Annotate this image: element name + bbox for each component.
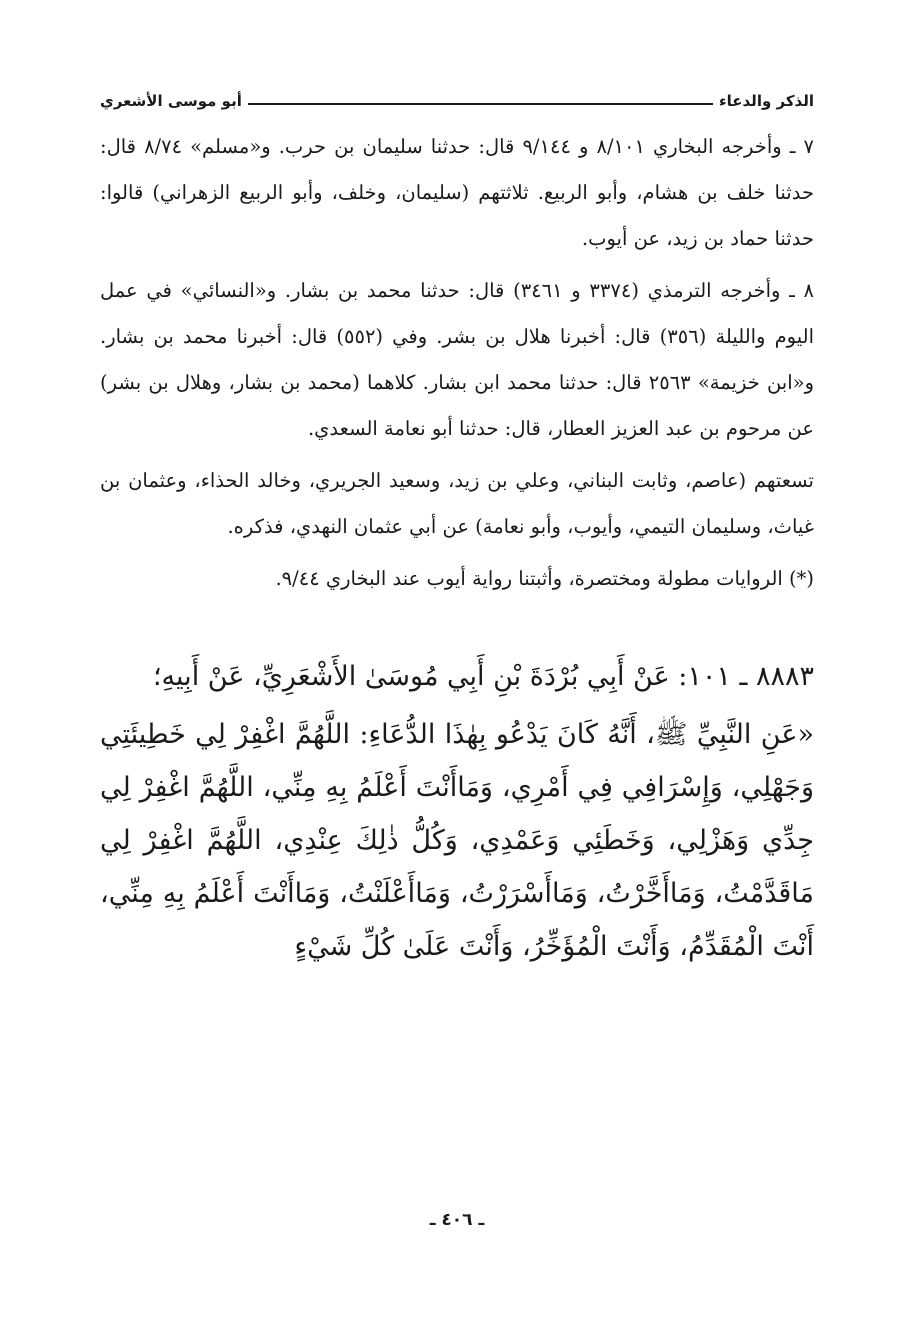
book-page (100, 80, 814, 1280)
running-header (100, 80, 814, 110)
note-paragraph: ٧ ـ وأخرجه البخاري ٨/١٠١ و ٩/١٤٤ قال: حدثنا سليمان بن حرب. و«مسلم» ٨/٧٤ قال: حدثنا خلف بن هشام، وأبو الربيع. ثلاثتهم (سليمان، وخلف، وأبو الربيع الزهراني) قالوا: حدثنا حماد بن زيد، عن أيوب. (100, 135, 814, 250)
chapter-title: الذكر والدعاء (718, 92, 814, 110)
note-paragraph: (*) الروايات مطولة ومختصرة، وأثبتنا رواية أيوب عند البخاري ٩/٤٤. (275, 567, 814, 590)
hadith-text: «عَنِ النَّبِيِّ ﷺ، أَنَّهُ كَانَ يَدْعُو بِهٰذَا الدُّعَاءِ: اللَّهُمَّ اغْفِرْ لِي خَطِيئَتِي وَجَهْلِي، وَإِسْرَافِي فِي أَمْرِي، وَمَاأَنْتَ أَعْلَمُ بِهِ مِنِّي، اللَّهُمَّ اغْفِرْ لِي جِدِّي وَهَزْلِي، وَخَطَئِي وَعَمْدِي، وَكُلُّ ذٰلِكَ عِنْدِي، اللَّهُمَّ اغْفِرْ لِي مَاقَدَّمْتُ، وَمَاأَخَّرْتُ، وَمَاأَسْرَرْتُ، وَمَاأَعْلَنْتُ، وَمَاأَنْتَ أَعْلَمُ بِهِ مِنِّي، أَنْتَ الْمُقَدِّمُ، وَأَنْتَ الْمُؤَخِّرُ، وَأَنْتَ عَلَىٰ كُلِّ شَيْءٍ (100, 719, 814, 962)
page-number: ـ ٤٠٦ ـ (429, 1210, 485, 1230)
header-rule (248, 103, 713, 105)
note-paragraph: ٨ ـ وأخرجه الترمذي (٣٣٧٤ و ٣٤٦١) قال: حدثنا محمد بن بشار. و«النسائي» في عمل اليوم والليلة (٣٥٦) قال: أخبرنا هلال بن بشر. وفي (٥٥٢) قال: أخبرنا محمد بن بشار. و«ابن خزيمة» ٢٥٦٣ قال: حدثنا محمد ابن بشار. كلاهما (محمد بن بشار، وهلال بن بشر) عن مرحوم بن عبد العزيز العطار، قال: حدثنا أبو نعامة السعدي. (100, 279, 814, 440)
hadith-heading: ٨٨٨٣ ـ ١٠١: عَنْ أَبِي بُرْدَةَ بْنِ أَبِي مُوسَىٰ الأَشْعَرِيِّ، عَنْ أَبِيهِ؛ (152, 661, 814, 692)
section-title: أبو موسى الأشعري (100, 92, 242, 110)
footnotes (100, 124, 814, 602)
note-paragraph: تسعتهم (عاصم، وثابت البناني، وعلي بن زيد، وسعيد الجريري، وخالد الحذاء، وعثمان بن غياث، وسليمان التيمي، وأيوب، وأبو نعامة) عن أبي عثمان النهدي، فذكره. (100, 469, 814, 538)
